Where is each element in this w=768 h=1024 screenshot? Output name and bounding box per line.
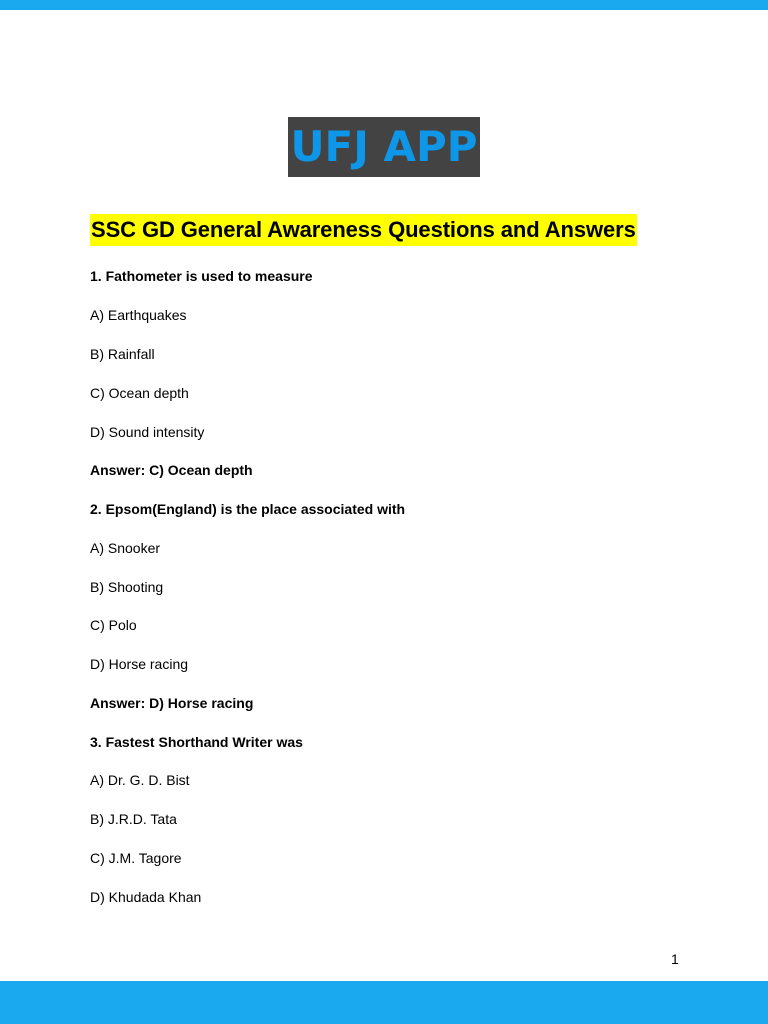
brand-logo-text: UFJ APP — [290, 122, 478, 171]
question-2-answer: Answer: D) Horse racing — [90, 695, 254, 711]
question-2-option-d: D) Horse racing — [90, 656, 189, 672]
document-heading: SSC GD General Awareness Questions and Answers — [90, 214, 637, 246]
bottom-color-bar — [0, 981, 768, 1024]
question-1-option-b: B) Rainfall — [90, 346, 155, 362]
question-1-option-c: C) Ocean depth — [90, 385, 189, 401]
question-2-option-c: C) Polo — [90, 617, 137, 633]
brand-logo — [288, 117, 480, 177]
question-3-option-d: D) Khudada Khan — [90, 889, 202, 905]
page-number: 1 — [671, 951, 679, 967]
question-2-option-b: B) Shooting — [90, 579, 164, 595]
question-3-option-a: A) Dr. G. D. Bist — [90, 772, 190, 788]
question-1-text: 1. Fathometer is used to measure — [90, 268, 313, 284]
question-1-option-d: D) Sound intensity — [90, 424, 205, 440]
question-2-option-a: A) Snooker — [90, 540, 161, 556]
question-1-answer: Answer: C) Ocean depth — [90, 462, 253, 478]
question-3-option-b: B) J.R.D. Tata — [90, 811, 177, 827]
question-3-option-c: C) J.M. Tagore — [90, 850, 182, 866]
question-2-text: 2. Epsom(England) is the place associated with — [90, 501, 406, 517]
question-3-text: 3. Fastest Shorthand Writer was — [90, 734, 303, 750]
question-1-option-a: A) Earthquakes — [90, 307, 187, 323]
top-color-bar — [0, 0, 768, 10]
